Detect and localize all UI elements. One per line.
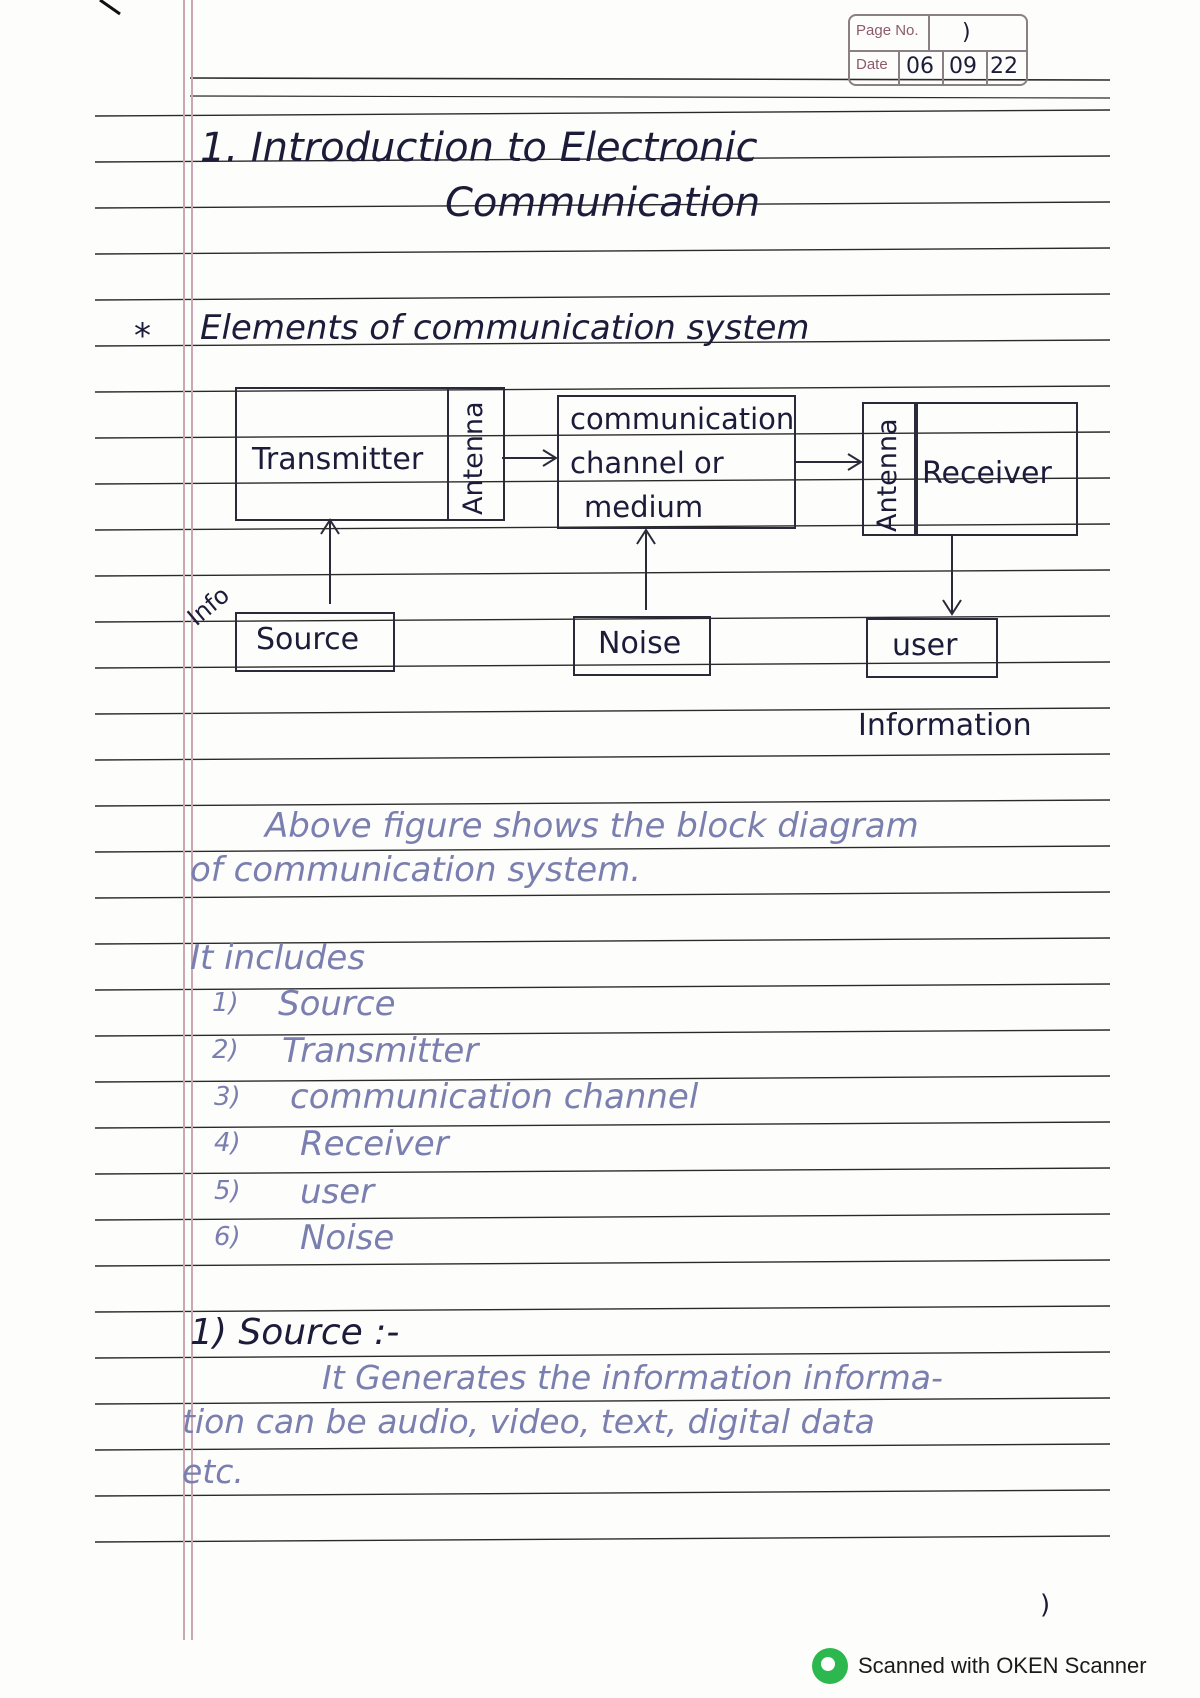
list-item-text: communication channel xyxy=(290,1077,699,1117)
list-item-text: Source xyxy=(278,984,396,1024)
receiver-label: Receiver xyxy=(922,456,1052,491)
source-label: Source xyxy=(256,622,360,657)
antenna-left-label: Antenna xyxy=(458,401,489,515)
date-day: 06 xyxy=(906,54,934,79)
transmitter-label: Transmitter xyxy=(252,442,424,477)
source-line-3: etc. xyxy=(182,1452,244,1491)
scanner-watermark xyxy=(812,1648,1147,1684)
bullet-star: * xyxy=(134,316,151,356)
page-no-label: Page No. xyxy=(856,22,919,39)
list-item-number: 1) xyxy=(212,988,239,1018)
title-line-1: 1. Introduction to Electronic xyxy=(200,125,758,171)
noise-label: Noise xyxy=(598,626,682,661)
paragraph-line-1: Above figure shows the block diagram xyxy=(265,806,919,846)
date-label: Date xyxy=(856,56,888,73)
scanner-text: Scanned with OKEN Scanner xyxy=(858,1653,1147,1678)
date-month: 09 xyxy=(949,54,977,79)
source-heading: 1) Source :- xyxy=(190,1312,400,1353)
list-item-text: user xyxy=(300,1172,375,1212)
list-item-number: 5) xyxy=(214,1176,241,1206)
antenna-right-label: Antenna xyxy=(872,418,903,532)
information-label: Information xyxy=(858,708,1032,743)
channel-label-3: medium xyxy=(584,490,704,524)
page-mark: ) xyxy=(1040,1590,1051,1620)
list-item-text: Transmitter xyxy=(282,1031,479,1071)
source-line-2: tion can be audio, video, text, digital data xyxy=(182,1402,875,1441)
oken-scanner-logo-icon xyxy=(812,1648,848,1684)
channel-label-1: communication xyxy=(570,402,795,436)
list-item-text: Noise xyxy=(300,1218,395,1258)
section-heading: Elements of communication system xyxy=(200,308,810,348)
date-year: 22 xyxy=(990,54,1018,79)
page-no-value: ) xyxy=(962,20,971,45)
list-item-text: Receiver xyxy=(300,1124,449,1164)
list-item-number: 4) xyxy=(214,1128,241,1158)
list-item-number: 6) xyxy=(214,1222,241,1252)
source-line-1: It Generates the information informa- xyxy=(322,1358,943,1397)
title-line-2: Communication xyxy=(445,180,761,226)
paragraph-line-2: of communication system. xyxy=(190,850,642,890)
list-item-number: 2) xyxy=(212,1035,239,1065)
info-label: Info xyxy=(182,580,235,632)
user-label: user xyxy=(892,628,958,663)
list-intro: It includes xyxy=(190,938,366,978)
list-item-number: 3) xyxy=(214,1082,241,1112)
channel-label-2: channel or xyxy=(570,446,724,480)
